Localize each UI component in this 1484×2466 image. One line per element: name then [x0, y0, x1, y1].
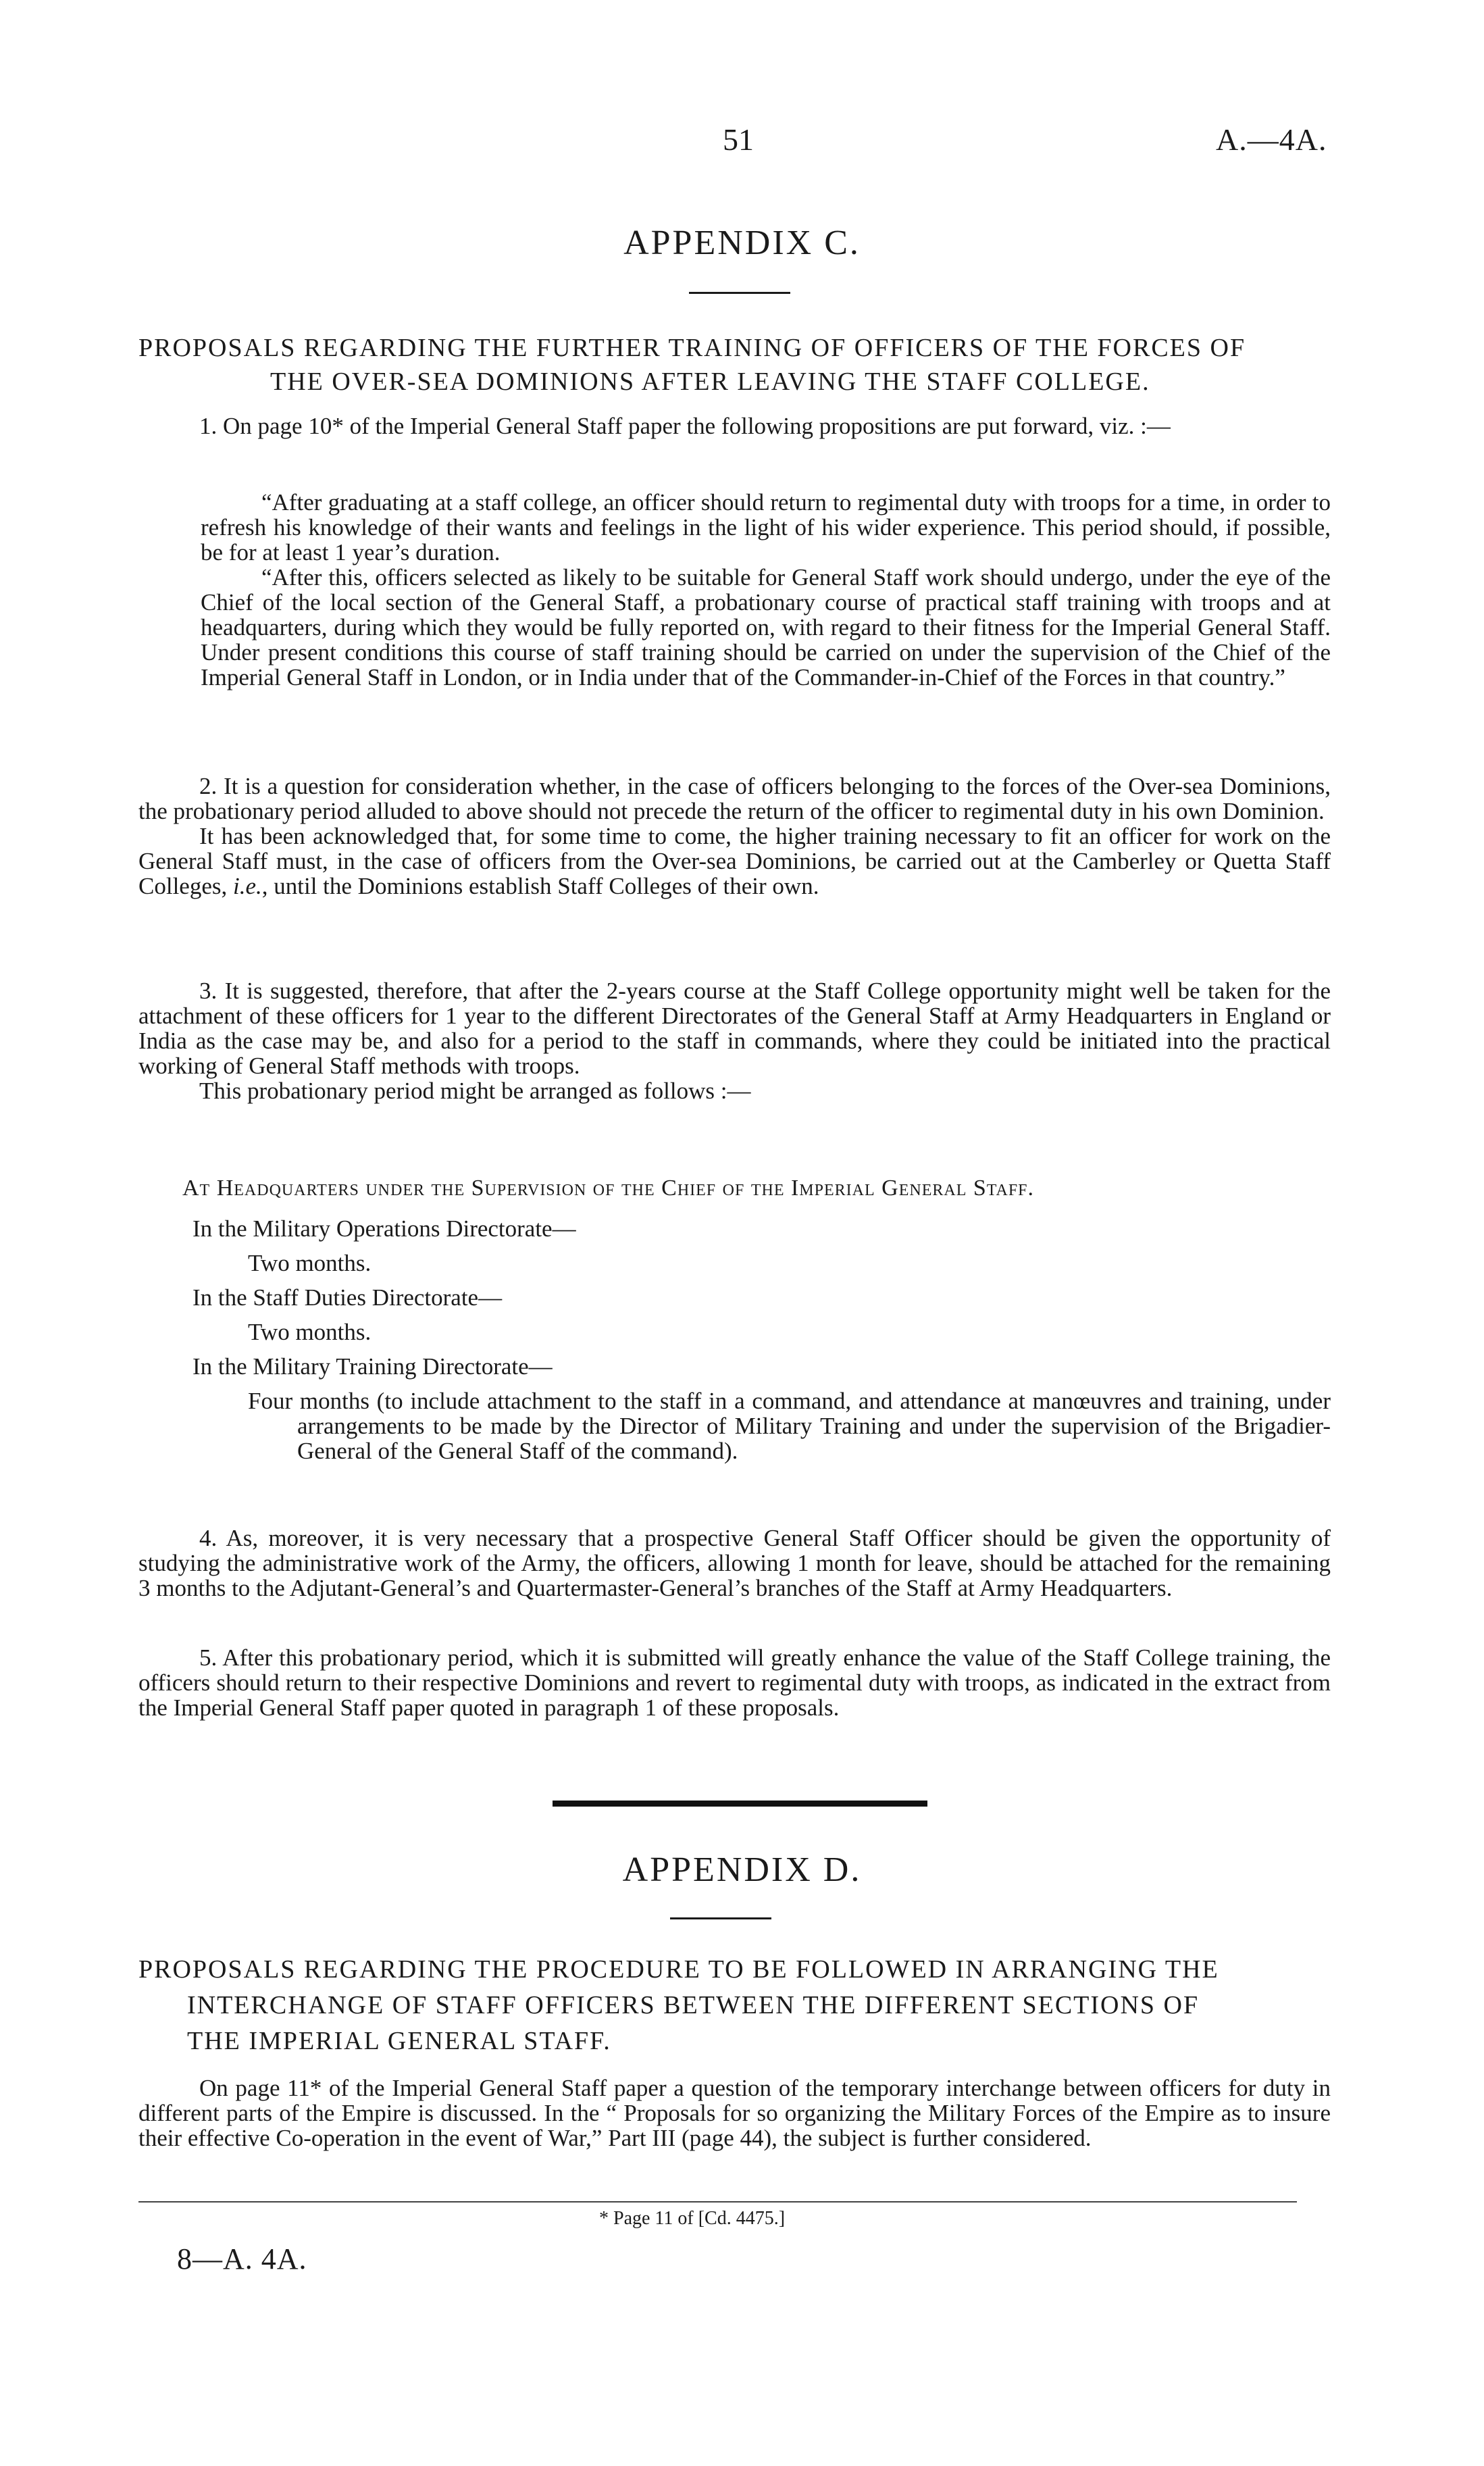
paragraph-3b: This probationary period might be arranged as follows :—	[199, 1078, 751, 1104]
section-separator	[553, 1801, 927, 1807]
paragraph-4: 4. As, moreover, it is very necessary that a prospective General Staff Officer should be given the opportunity of studying the administrative work of the Army, the officers, allowing 1 month for leave, should be attached for the remaining 3 months to the Adjutant-General’s and Quartermaster-General’s branches of the Staff at Army Headquarters.	[138, 1525, 1331, 1601]
signature-mark: 8—A. 4A.	[177, 2242, 307, 2275]
directorate-3-value: Four months (to include attachment to the staff in a command, and attendance at manœuvres and training, under arrangements to be made by the Director of Military Training and under the supervision of the Brigadier-General of the General Staff of the command).	[248, 1388, 1331, 1464]
headquarters-subheading: At Headquarters under the Supervision of the Chief of the Imperial General Staff.	[182, 1176, 1035, 1201]
quote-2: “After this, officers selected as likely to be suitable for General Staff work should undergo, under the eye of the Chief of the local section of the General Staff, a probationary course of practical staff training with troops and at headquarters, during which they would be fully reported on, with regard to their fitness for the Imperial General Staff. Under present conditions this course of staff training should be carried on under the supervision of the Chief of the Imperial General Staff in London, or in India under that of the Commander-in-Chief of the Forces in that country.”	[201, 564, 1331, 690]
paragraph-1: 1. On page 10* of the Imperial General Staff paper the following propositions are put forward, viz. :—	[199, 413, 1171, 439]
directorate-3-label: In the Military Training Directorate—	[193, 1353, 553, 1380]
appendix-d-title: APPENDIX D.	[622, 1851, 862, 1889]
paragraph-3: 3. It is suggested, therefore, that after the 2-years course at the Staff College opportunity might well be taken for the attachment of these officers for 1 year to the different Directorates of the General Staff at Army Headquarters in England or India as the case may be, and also for a period to the staff in commands, where they could be initiated into the practical working of General Staff methods with troops.	[138, 978, 1331, 1079]
appendix-d-heading-line1: PROPOSALS REGARDING THE PROCEDURE TO BE FOLLOWED IN ARRANGING THE	[138, 1955, 1219, 1984]
page-number: 51	[723, 122, 754, 157]
title-rule	[670, 1917, 771, 1919]
appendix-d-heading-line3: THE IMPERIAL GENERAL STAFF.	[187, 2027, 611, 2055]
footnote: * Page 11 of [Cd. 4475.]	[599, 2208, 786, 2229]
paragraph-d1: On page 11* of the Imperial General Staff paper a question of the temporary interchange between officers for duty in different parts of the Empire is discussed. In the “ Proposals for so organizing the Military Forces of the Empire as to insure their effective Co-operation in the event of War,” Part III (page 44), the subject is further considered.	[138, 2075, 1331, 2151]
appendix-c-para5	[138, 1645, 1331, 1720]
appendix-c-para3	[138, 978, 1331, 1103]
paragraph-2b-ie: i.e.	[232, 873, 262, 899]
paragraph-2b	[138, 824, 1331, 899]
document-reference: A.—4A.	[1216, 122, 1327, 157]
directorate-2-value: Two months.	[248, 1319, 372, 1345]
footnote-rule	[138, 2201, 1297, 2203]
title-rule	[689, 292, 790, 294]
appendix-c-para4	[138, 1526, 1331, 1601]
paragraph-2: 2. It is a question for consideration whether, in the case of officers belonging to the forces of the Over-sea Dominions, the probationary period alluded to above should not precede the return of the officer to regimental duty in his own Dominion.	[138, 773, 1331, 824]
directorate-1-value: Two months.	[248, 1250, 372, 1276]
appendix-c-heading-line1: PROPOSALS REGARDING THE FURTHER TRAINING OF OFFICERS OF THE FORCES OF	[138, 334, 1246, 362]
paragraph-2b-end: , until the Dominions establish Staff Colleges of their own.	[261, 873, 819, 899]
quoted-propositions	[201, 490, 1331, 690]
directorate-2-label: In the Staff Duties Directorate—	[193, 1284, 503, 1311]
paragraph-2b-text: It has been acknowledged that, for some time to come, the higher training necessary to fit an officer for work on the General Staff must, in the case of officers from the Over-sea Dominions, be carried out at the Camberley or Quetta Staff Colleges,	[138, 823, 1331, 899]
appendix-c-heading-line2: THE OVER-SEA DOMINIONS AFTER LEAVING THE STAFF COLLEGE.	[270, 368, 1150, 396]
directorate-1-label: In the Military Operations Directorate—	[193, 1215, 576, 1242]
directorate-list	[193, 1216, 1331, 1463]
appendix-d-heading-line2: INTERCHANGE OF STAFF OFFICERS BETWEEN THE DIFFERENT SECTIONS OF	[187, 1991, 1200, 2019]
appendix-c-para1	[138, 413, 1331, 438]
appendix-c-para2	[138, 774, 1331, 899]
appendix-c-title: APPENDIX C.	[623, 224, 861, 262]
appendix-d-para1	[138, 2075, 1331, 2150]
quote-1: “After graduating at a staff college, an officer should return to regimental duty with troops for a time, in order to refresh his knowledge of their wants and feelings in the light of his wider experience. This period should, if possible, be for at least 1 year’s duration.	[201, 489, 1331, 565]
paragraph-5: 5. After this probationary period, which it is submitted will greatly enhance the value of the Staff College training, the officers should return to their respective Dominions and revert to regimental duty with troops, as indicated in the extract from the Imperial General Staff paper quoted in paragraph 1 of these proposals.	[138, 1644, 1331, 1721]
